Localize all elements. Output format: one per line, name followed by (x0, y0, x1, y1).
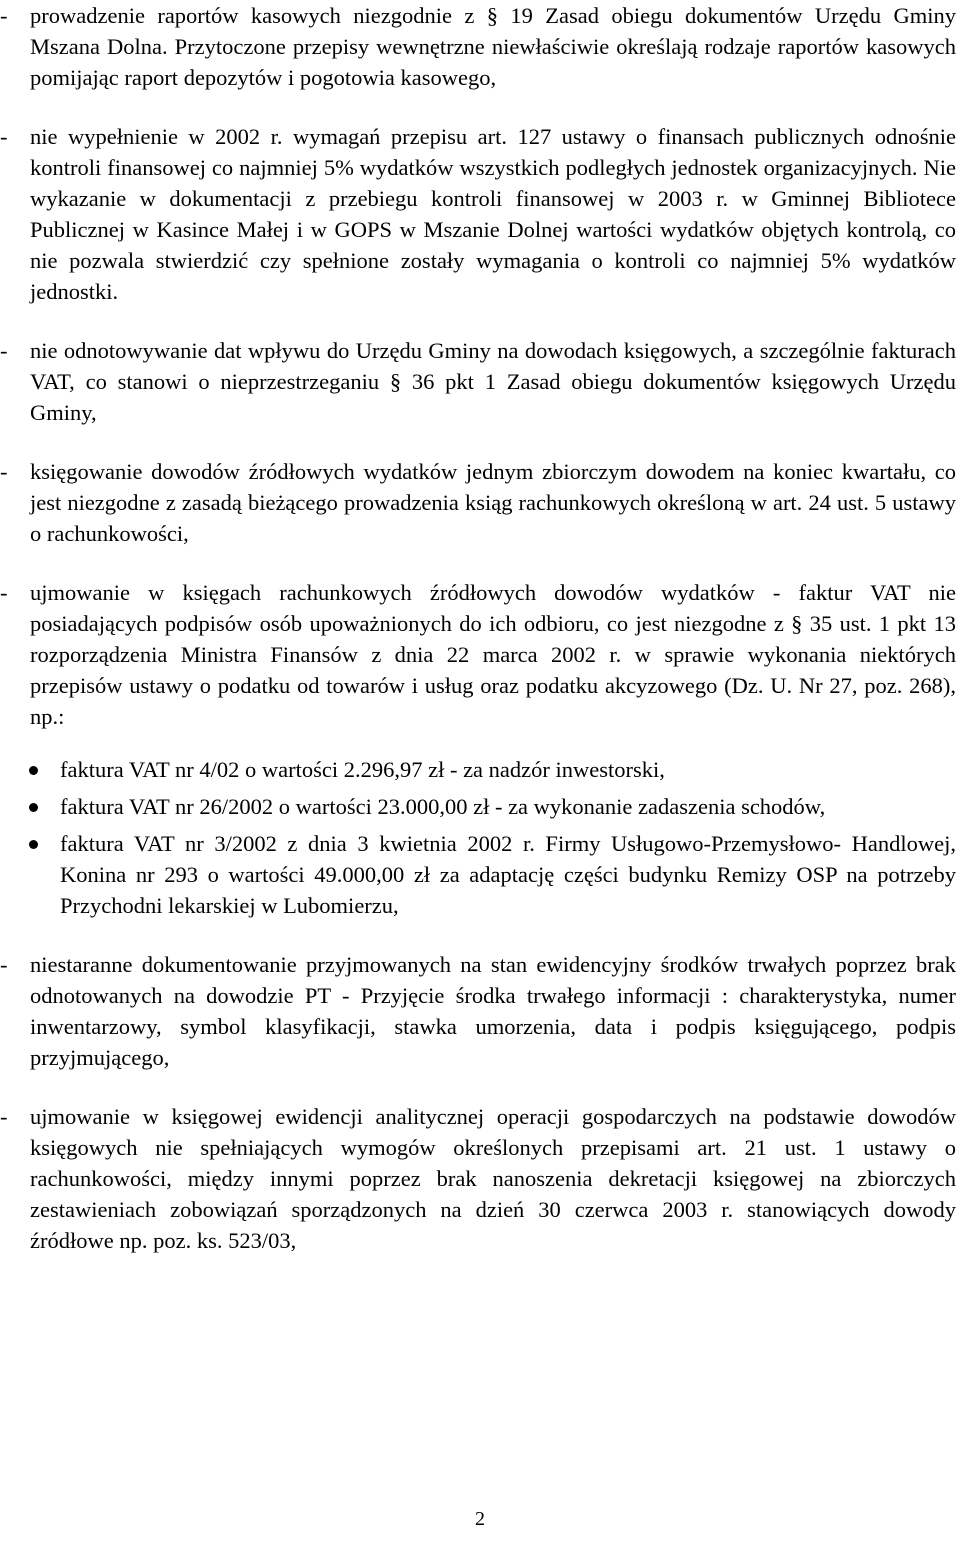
item-marker: - (0, 3, 8, 28)
bullet-item (0, 828, 960, 921)
list-item (0, 0, 960, 93)
bullet-text: faktura VAT nr 4/02 o wartości 2.296,97 zł - za nadzór inwestorski, (60, 757, 665, 782)
item-marker: - (0, 952, 8, 977)
item-marker: - (0, 459, 8, 484)
item-marker: - (0, 124, 8, 149)
list-item (0, 456, 960, 549)
item-text: księgowanie dowodów źródłowych wydatków jednym zbiorczym dowodem na koniec kwartału, co jest niezgodne z zasadą bieżącego prowadzenia ksiąg rachunkowych określoną w art. 24 ust. 5 ustawy o rachunkowości, (30, 459, 956, 546)
item-text: ujmowanie w księgach rachunkowych źródłowych dowodów wydatków - faktur VAT nie posiadających podpisów osób upoważnionych do ich odbioru, co jest niezgodne z § 35 ust. 1 pkt 13 rozporządzenia Ministra Finansów z dnia 22 marca 2002 r. w sprawie wykonania niektórych przepisów ustawy o podatku od towarów i usług oraz podatku akcyzowego (Dz. U. Nr 27, poz. 268), np.: (30, 580, 956, 729)
item-text: nie odnotowywanie dat wpływu do Urzędu Gminy na dowodach księgowych, a szczególnie fakturach VAT, co stanowi o nieprzestrzeganiu § 36 pkt 1 Zasad obiegu dokumentów księgowych Urzędu Gminy, (30, 338, 956, 425)
bullet-text: faktura VAT nr 3/2002 z dnia 3 kwietnia 2002 r. Firmy Usługowo-Przemysłowo- Handlowej, Konina nr 293 o wartości 49.000,00 zł za adaptację części budynku Remizy OSP na potrzeby Przychodni lekarskiej w Lubomierzu, (60, 831, 956, 918)
item-text: ujmowanie w księgowej ewidencji analitycznej operacji gospodarczych na podstawie dowodów księgowych nie spełniających wymogów określonych przepisami art. 21 ust. 1 ustawy o rachunkowości, między innymi poprzez brak nanoszenia dekretacji księgowej na zbiorczych zestawieniach zobowiązań sporządzonych na dzień 30 czerwca 2003 r. stanowiących dowody źródłowe np. poz. ks. 523/03, (30, 1104, 956, 1253)
item-text: prowadzenie raportów kasowych niezgodnie z § 19 Zasad obiegu dokumentów Urzędu Gminy Mszana Dolna. Przytoczone przepisy wewnętrzne niewłaściwie określają rodzaje raportów kasowych pomijając raport depozytów i pogotowia kasowego, (30, 3, 956, 90)
bullet-text: faktura VAT nr 26/2002 o wartości 23.000,00 zł - za wykonanie zadaszenia schodów, (60, 794, 826, 819)
list-item (0, 335, 960, 428)
page-number: 2 (475, 1508, 485, 1530)
item-marker: - (0, 580, 8, 605)
bullet-dot-icon (29, 840, 38, 849)
bullet-dot-icon (29, 766, 38, 775)
list-item (0, 577, 960, 732)
bullet-item (0, 754, 960, 785)
item-text: niestaranne dokumentowanie przyjmowanych na stan ewidencyjny środków trwałych poprzez brak odnotowanych na dowodzie PT - Przyjęcie środka trwałego informacji : charakterystyka, numer inwentarzowy, symbol klasyfikacji, stawka umorzenia, data i podpis księgującego, podpis przyjmującego, (30, 952, 956, 1070)
list-item (0, 121, 960, 307)
item-text: nie wypełnienie w 2002 r. wymagań przepisu art. 127 ustawy o finansach publicznych odnośnie kontroli finansowej co najmniej 5% wydatków wszystkich podległych jednostek organizacyjnych. Nie wykazanie w dokumentacji z przebiegu kontroli finansowej w 2003 r. w Gminnej Bibliotece Publicznej w Kasince Małej i w GOPS w Mszanie Dolnej wartości wydatków objętych kontrolą, co nie pozwala stwierdzić czy spełnione zostały wymagania o kontroli co najmniej 5% wydatków jednostki. (30, 124, 956, 304)
list-item (0, 1101, 960, 1256)
item-marker: - (0, 1104, 8, 1129)
bullet-dot-icon (29, 803, 38, 812)
bullet-item (0, 791, 960, 822)
invoice-bullet-list (0, 754, 960, 921)
item-marker: - (0, 338, 8, 363)
list-item (0, 949, 960, 1073)
